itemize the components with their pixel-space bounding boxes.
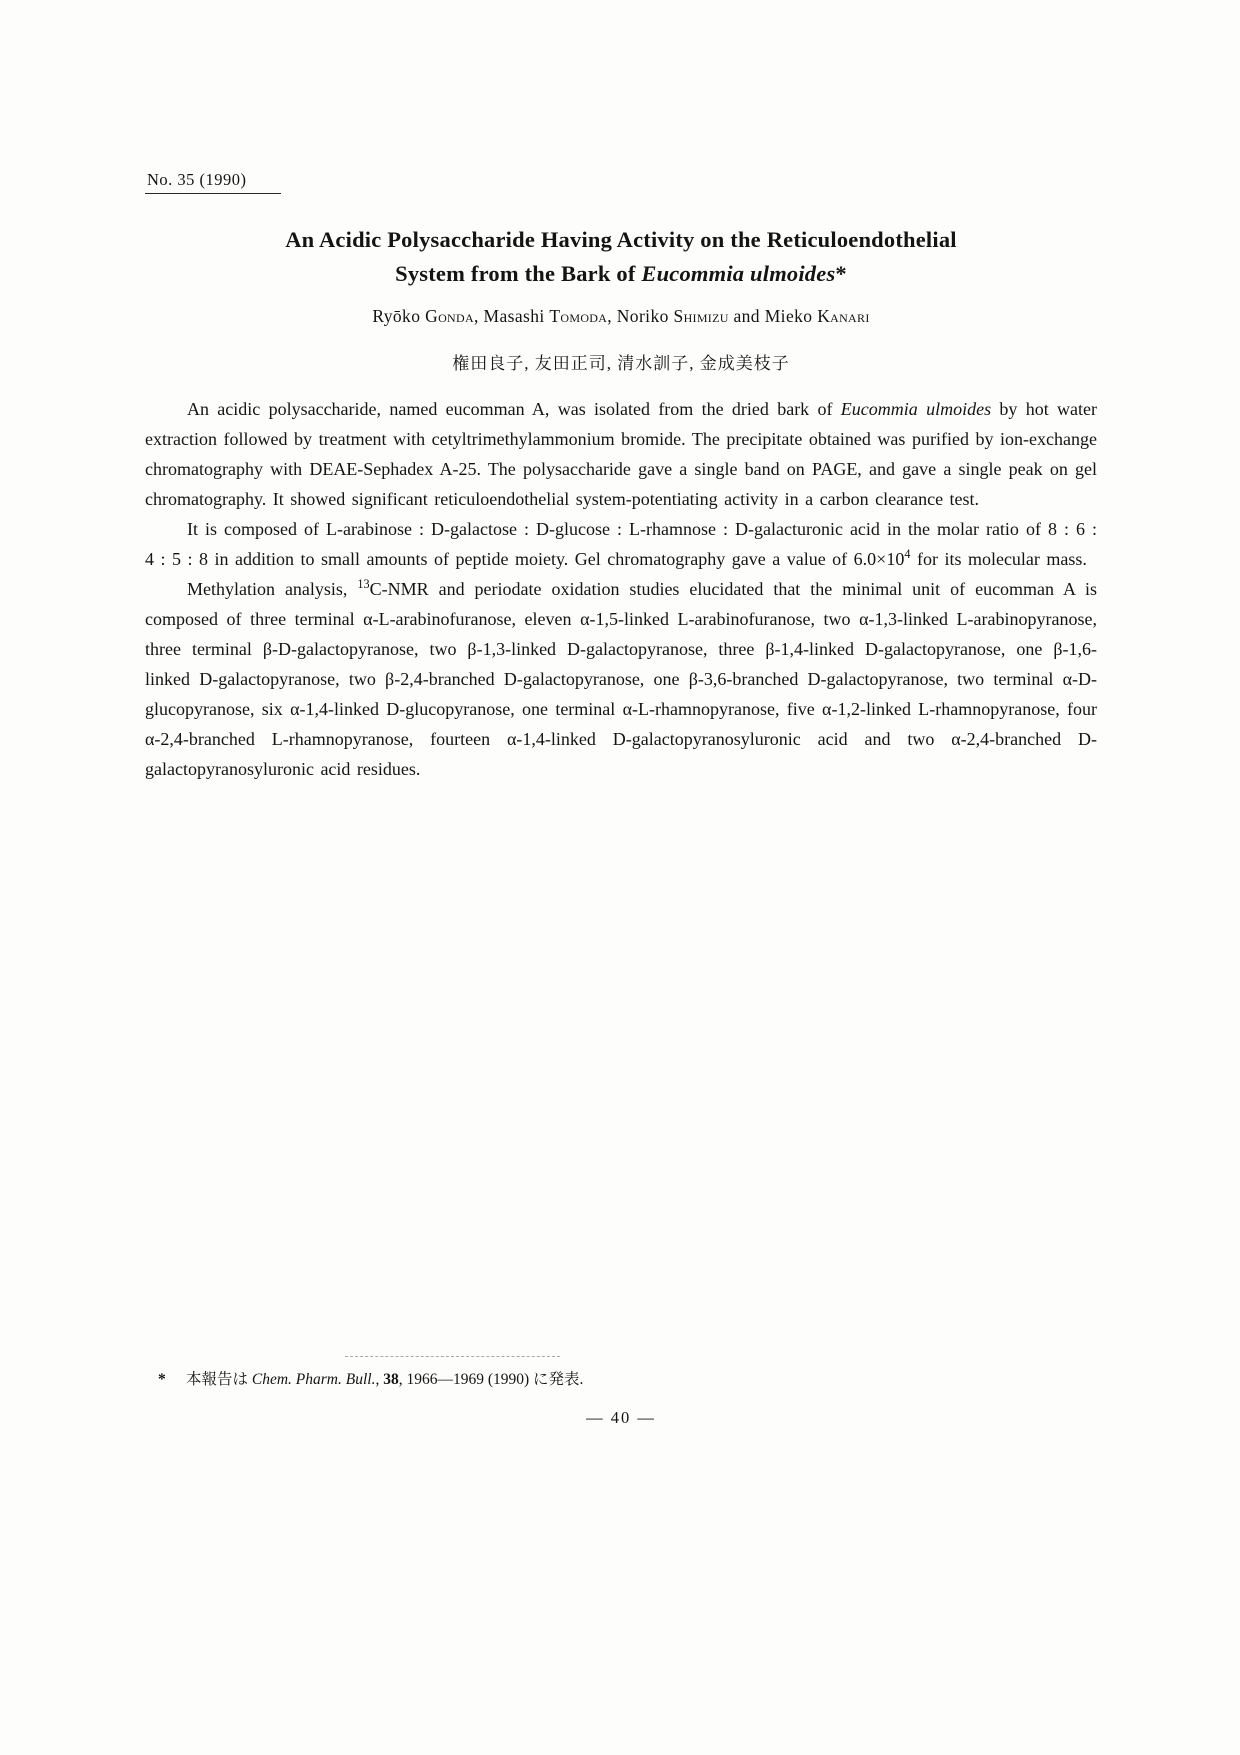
paper-title-line-1: An Acidic Polysaccharide Having Activity on the Reticuloendothelial [285, 227, 957, 252]
authors-line: Ryōko Gonda, Masashi Tomoda, Noriko Shimizu and Mieko Kanari [372, 306, 870, 326]
footnote [158, 1368, 1098, 1392]
paper-title [145, 223, 1097, 291]
page-number: — 40 — [586, 1408, 656, 1427]
footnote-separator [345, 1356, 560, 1357]
paper-title-line-2: System from the Bark of Eucommia ulmoides* [395, 261, 847, 286]
abstract-paragraph-1: An acidic polysaccharide, named eucomman A, was isolated from the dried bark of Eucommia ulmoides by hot water extraction followed by treatment with cetyltrimethylammonium bromide. The precipitate obtained was purified by ion-exchange chromatography with DEAE-Sephadex A-25. The polysaccharide gave a single band on PAGE, and gave a single peak on gel chromatography. It showed significant reticuloendothelial system-potentiating activity in a carbon clearance test. [145, 399, 1097, 509]
footnote-text: 本報告は Chem. Pharm. Bull., 38, 1966—1969 (1990) に発表. [186, 1371, 584, 1388]
abstract [145, 394, 1097, 784]
footnote-marker: * [158, 1371, 166, 1388]
abstract-paragraph-3: Methylation analysis, $^{13}$C-NMR and periodate oxidation studies elucidated that the minimal unit of eucomman A is composed of three terminal α-L-arabinofuranose, eleven α-1,5-linked L-arabinofuranose, two α-1,3-linked L-arabinopyranose, three terminal β-D-galactopyranose, two β-1,3-linked D-galactopyranose, three β-1,4-linked D-galactopyranose, one β-1,6-linked D-galactopyranose, two β-2,4-branched D-galactopyranose, one β-3,6-branched D-galactopyranose, two terminal α-D-glucopyranose, six α-1,4-linked D-glucopyranose, one terminal α-L-rhamnopyranose, five α-1,2-linked L-rhamnopyranose, four α-2,4-branched L-rhamnopyranose, fourteen α-1,4-linked D-galactopyranosyluronic acid and two α-2,4-branched D-galactopyranosyluronic acid residues. [145, 577, 1097, 779]
issue-header: No. 35 (1990) [145, 170, 281, 194]
authors-line-japanese: 権田良子, 友田正司, 清水訓子, 金成美枝子 [452, 354, 790, 373]
abstract-paragraph-2: It is composed of L-arabinose : D-galactose : D-glucose : L-rhamnose : D-galacturonic acid in the molar ratio of 8 : 6 : 4 : 5 : 8 in addition to small amounts of peptide moiety. Gel chromatography gave a value of $6.0\times 10^4$ for its molecular mass. [145, 519, 1097, 569]
